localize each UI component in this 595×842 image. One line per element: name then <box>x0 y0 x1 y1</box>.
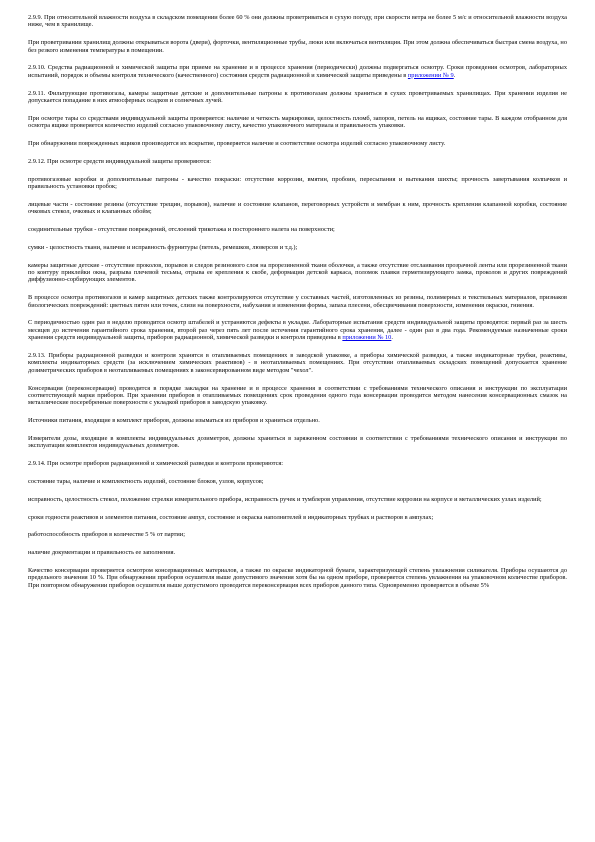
paragraph-text: При проветривании хранилищ должны открываться ворота (двери), форточки, вентиляционные трубы, люки или включаться вентиляция. При этом должна обеспечиваться быстрая смена воздуха, но без резкого изменения температуры в помещении. <box>28 39 567 54</box>
document-paragraph <box>28 201 567 216</box>
paragraph-text: 2.9.10. Средства радиационной и химической защиты при приеме на хранение и в процессе хранения (периодически) должны подвергаться осмотру. Сроки проведения осмотров, лабораторных испытаний, порядок и объемы контроля технического (качественного) состояния средств радиационной и химической защиты приведены в <box>28 64 567 79</box>
document-paragraph <box>28 435 567 450</box>
document-paragraph <box>28 496 567 503</box>
paragraph-text: В процессе осмотра противогазов и камер защитных детских также контролируются отсутствие у составных частей, изготовленных из резины, полимерных и текстильных материалов, признаков биологических повреждений: цветных пятен или точек, слизи на поверхности, набухания и изменения формы, запаха плесени, обесцвечивания поверхности, изменения окраски, гниения. <box>28 294 567 309</box>
appendix-link[interactable]: приложении № 10 <box>342 334 392 342</box>
paragraph-text: камеры защитные детские - отсутствие проколов, порывов и следов резинового слоя на прорезиненной ткани оболочки, а также отсутствие отслаивания прозрачной ленты или прорезиненной ткани по контуру приклейки окна, разрыва плечевой тесьмы, отрыва ее крепления к скобе, деформации детской каркаса, поломок плавки герметизирующего замка, проколов и других повреждений диффузионно-сорбирующих элементов. <box>28 261 567 284</box>
document-paragraph <box>28 262 567 284</box>
paragraph-text-tail: . <box>391 334 393 342</box>
document-paragraph <box>28 140 567 147</box>
document-paragraph <box>28 460 567 467</box>
paragraph-text: Источники питания, входящие в комплект приборов, должны изыматься из приборов и храниться отдельно. <box>28 417 320 425</box>
paragraph-text: исправность, целостность стекол, положение стрелки измерительного прибора, исправность ручек и тумблеров управления, отсутствие коррозии на корпусе и металлических узлах изделий; <box>28 495 542 503</box>
document-paragraph <box>28 549 567 556</box>
paragraph-text: лицевые части - состояние резины (отсутствие трещин, порывов), наличие и состояние клапанов, переговорных устройств и мембран к ним, прочность крепления клапанной коробки, состояние очковых стекол, очковых и клапанных обойм; <box>28 200 567 216</box>
paragraph-text: 2.9.12. При осмотре средств индивидуальной защиты проверяются: <box>28 157 211 165</box>
paragraph-text: Консервация (переконсервация) проводится в порядке закладки на хранение и в процессе хранения в соответствии с требованиями технического описания и инструкции по эксплуатации соответствующей марки приборов. При хранении приборов в отапливаемых помещениях срок проведения одного года консервации проводится методом нанесения консервационных смазок на металлические посеребренные поверхности с укладкой приборов в заводскую упаковку. <box>28 384 567 407</box>
paragraph-text: 2.9.14. При осмотре приборов радиационной и химической разведки и контроля проверяются: <box>28 460 284 468</box>
document-paragraph <box>28 514 567 521</box>
document-paragraph <box>28 352 567 374</box>
document-paragraph <box>28 294 567 309</box>
paragraph-text: 2.9.13. Приборы радиационной разведки и контроля хранятся в отапливаемых помещениях в заводской упаковке, а приборы химической разведки, а также индикаторные трубки, реактивы, комплекты индикаторных средств (за исключением химических реактивов) - в неотапливаемых помещениях. При отсутствии отапливаемых складских помещений допускается хранение дозиметрических приборов в неотапливаемых помещениях в законсервированном виде методом "чехол". <box>28 352 567 374</box>
document-paragraph <box>28 158 567 165</box>
paragraph-text: Измерители дозы, входящие в комплекты индивидуальных дозиметров, должны храниться в заряженном состоянии в соответствии с требованиями технического описания и инструкции по эксплуатации комплектов индивидуальных дозиметров. <box>28 435 567 450</box>
document-paragraph <box>28 226 567 233</box>
paragraph-text: состояние тары, наличие и комплектность изделий, состояние блоков, узлов, корпусов; <box>28 478 264 486</box>
document-paragraph <box>28 244 567 251</box>
document-paragraph <box>28 567 567 589</box>
paragraph-text: наличие документации и правильность ее заполнения. <box>28 549 176 557</box>
document-paragraph <box>28 478 567 485</box>
paragraph-text: 2.9.9. При относительной влажности воздуха в складском помещении более 60 % они должны проветриваться в сухую погоду, при скорости ветра не более 5 м/с и относительной влажности воздуха ниже, чем в хранилище. <box>28 14 567 29</box>
document-paragraph <box>28 319 567 341</box>
paragraph-text: работоспособность приборов в количестве 5 % от партии; <box>28 531 185 539</box>
paragraph-text: сумки - целостность ткани, наличие и исправность фурнитуры (петель, ремешков, люверсов и т.д.); <box>28 243 298 251</box>
document-paragraph <box>28 64 567 79</box>
paragraph-text: сроки годности реактивов и элементов питания, состояние ампул, состояние и окраска наполнителей в индикаторных трубках и растворов в ампулах; <box>28 513 434 521</box>
document-paragraph <box>28 14 567 29</box>
document-paragraph <box>28 531 567 538</box>
appendix-link[interactable]: приложении № 9 <box>407 71 454 79</box>
document-paragraph <box>28 385 567 407</box>
paragraph-text: При осмотре тары со средствами индивидуальной защиты проверяется: наличие и четкость маркировки, целостность пломб, запоров, петель на ящиках, состояние тары. В каждом отобранном для осмотра ящике проверяется количество изделий согласно упаковочному листу, качество упаковочного материала и правильность упаковки. <box>28 114 567 130</box>
document-paragraph <box>28 115 567 130</box>
paragraph-text: соединительные трубки - отсутствие повреждений, отслоений трикотажа и постороннего налета на поверхности; <box>28 226 335 234</box>
document-paragraph <box>28 417 567 424</box>
paragraph-text: противогазовые коробки и дополнительные патроны - качество покраски: отсутствие коррозии, вмятин, пробоин, пересыпания и вытекания шихты; прочность завертывания колпачков и правильность установки пробок; <box>28 175 567 191</box>
document-paragraph <box>28 90 567 105</box>
document-paragraph <box>28 39 567 54</box>
paragraph-text: 2.9.11. Фильтрующие противогазы, камеры защитные детские и дополнительные патроны к противогазам должны храниться в сухих проветриваемых хранилищах. При хранении изделия не допускается попадание в них атмосферных осадков и солнечных лучей. <box>28 89 567 105</box>
paragraph-text: При обнаружении поврежденных ящиков производится их вскрытие, проверяется наличие и соответствие осмотра изделий согласно упаковочному листу. <box>28 140 446 148</box>
paragraph-text-tail: . <box>453 71 456 79</box>
paragraph-text: Качество консервации проверяется осмотром консервационных материалов, а также по окраске индикаторной бумаги, характеризующей степень увлажнения силикагеля. Приборы осушаются до предельного значения 10 %. При обнаружении приборов осушителя выше допустимого значения хотя бы на одном приборе, проверяется степень увлажнения на упаковочном количестве приборов. При повторном обнаружении приборов осушителя выше допустимого проводится переконсервация всех приборов данного типа. Одновременно проверяется в объеме 5% <box>28 567 567 589</box>
paragraph-text: С периодичностью один раз в неделю проводится осмотр штабелей и устраняются дефекты в укладке. Лабораторные испытания средств индивидуальной защиты проводятся: первый раз за шесть месяцев до истечения гарантийного срока хранения, второй раз через пять лет после истечения гарантийного срока хранения, далее - один раз в два года. Рекомендуемые назначенные сроки хранения средств индивидуальной защиты, приборов радиационной, химической разведки и контроля приведены в <box>28 319 567 342</box>
document-paragraph <box>28 176 567 191</box>
